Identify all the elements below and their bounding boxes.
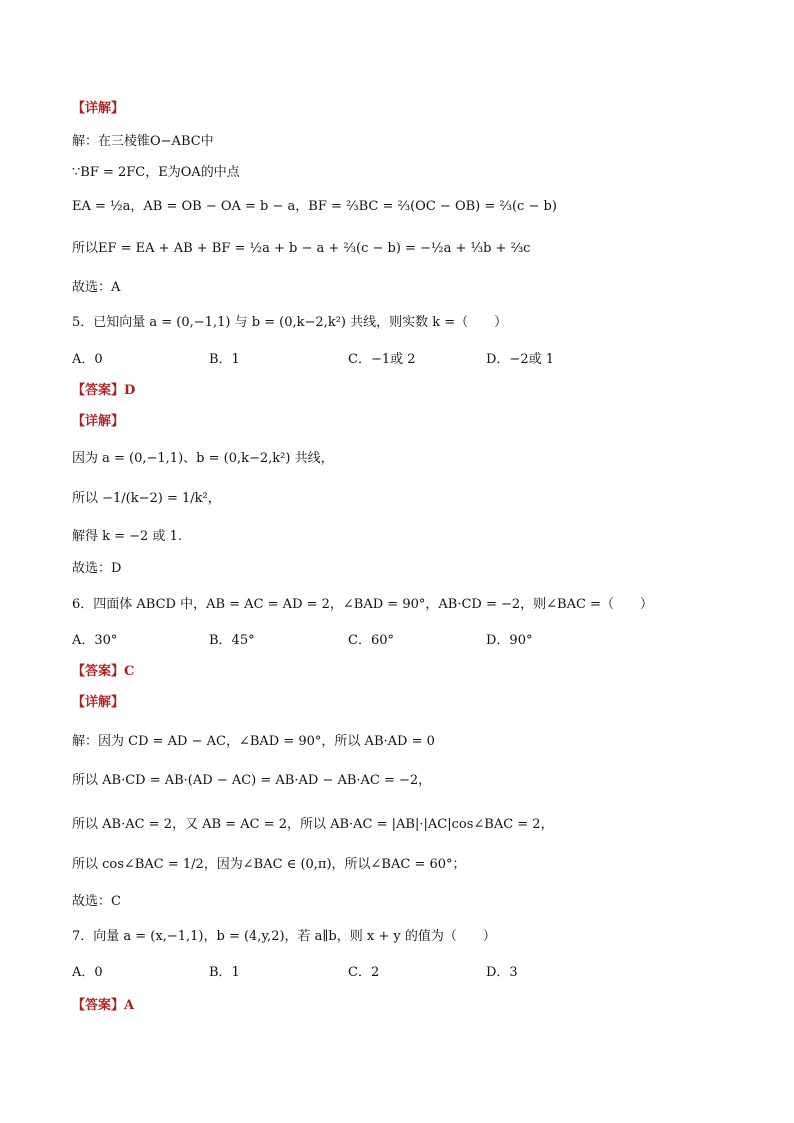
detail-line: 解：在三棱锥O−ABC中 [72, 134, 214, 149]
detail-line: 故选：D [72, 561, 122, 576]
option-b: B．1 [209, 352, 240, 367]
option-d: D．−2或 1 [486, 352, 554, 367]
detail-line: 因为 a = (0,−1,1)、b = (0,k−2,k²) 共线， [72, 451, 334, 466]
detail-line: 所以 AB·AC = 2，又 AB = AC = 2，所以 AB·AC = |AB|·|AC|cos∠BAC = 2， [72, 817, 554, 832]
detail-line: 解：因为 CD = AD − AC，∠BAD = 90°，所以 AB·AD = 0 [72, 734, 435, 749]
option-c: C．60° [348, 633, 394, 648]
detail-line: 故选：C [72, 894, 121, 909]
detail-line: 解得 k = −2 或 1. [72, 529, 182, 544]
detail-header: 【详解】 [72, 414, 125, 429]
detail-line: 所以 −1/(k−2) = 1/k²， [72, 491, 221, 506]
option-d: D．3 [486, 965, 518, 980]
option-a: A．30° [72, 633, 118, 648]
option-b: B．1 [209, 965, 240, 980]
option-c: C．2 [348, 965, 380, 980]
option-c: C．−1或 2 [348, 352, 416, 367]
answer-label: 【答案】C [72, 664, 135, 679]
option-a: A．0 [72, 965, 103, 980]
detail-line: 所以 AB·CD = AB·(AD − AC) = AB·AD − AB·AC = −2， [72, 773, 432, 788]
answer-label: 【答案】D [72, 383, 136, 398]
question-stem: 5．已知向量 a = (0,−1,1) 与 b = (0,k−2,k²) 共线，则实数 k =（ ） [72, 315, 508, 330]
question-stem: 7．向量 a = (x,−1,1)，b = (4,y,2)，若 a∥b，则 x + y 的值为（ ） [72, 929, 496, 944]
question-stem: 6．四面体 ABCD 中，AB = AC = AD = 2，∠BAD = 90°，AB·CD = −2，则∠BAC =（ ） [72, 597, 653, 612]
detail-line: 故选：A [72, 280, 121, 295]
detail-header: 【详解】 [72, 101, 125, 116]
option-d: D．90° [486, 633, 533, 648]
detail-line: ∵BF = 2FC，E为OA的中点 [72, 165, 240, 180]
detail-header: 【详解】 [72, 695, 125, 710]
answer-label: 【答案】A [72, 998, 135, 1013]
detail-line: 所以 cos∠BAC = 1/2，因为∠BAC ∈ (0,π)，所以∠BAC = 60°； [72, 857, 466, 872]
detail-line: EA = ½a，AB = OB − OA = b − a，BF = ⅔BC = ⅔(OC − OB) = ⅔(c − b) [72, 199, 557, 214]
option-a: A．0 [72, 352, 103, 367]
detail-line: 所以EF = EA + AB + BF = ½a + b − a + ⅔(c − b) = −½a + ⅓b + ⅔c [72, 241, 531, 256]
option-b: B．45° [209, 633, 255, 648]
